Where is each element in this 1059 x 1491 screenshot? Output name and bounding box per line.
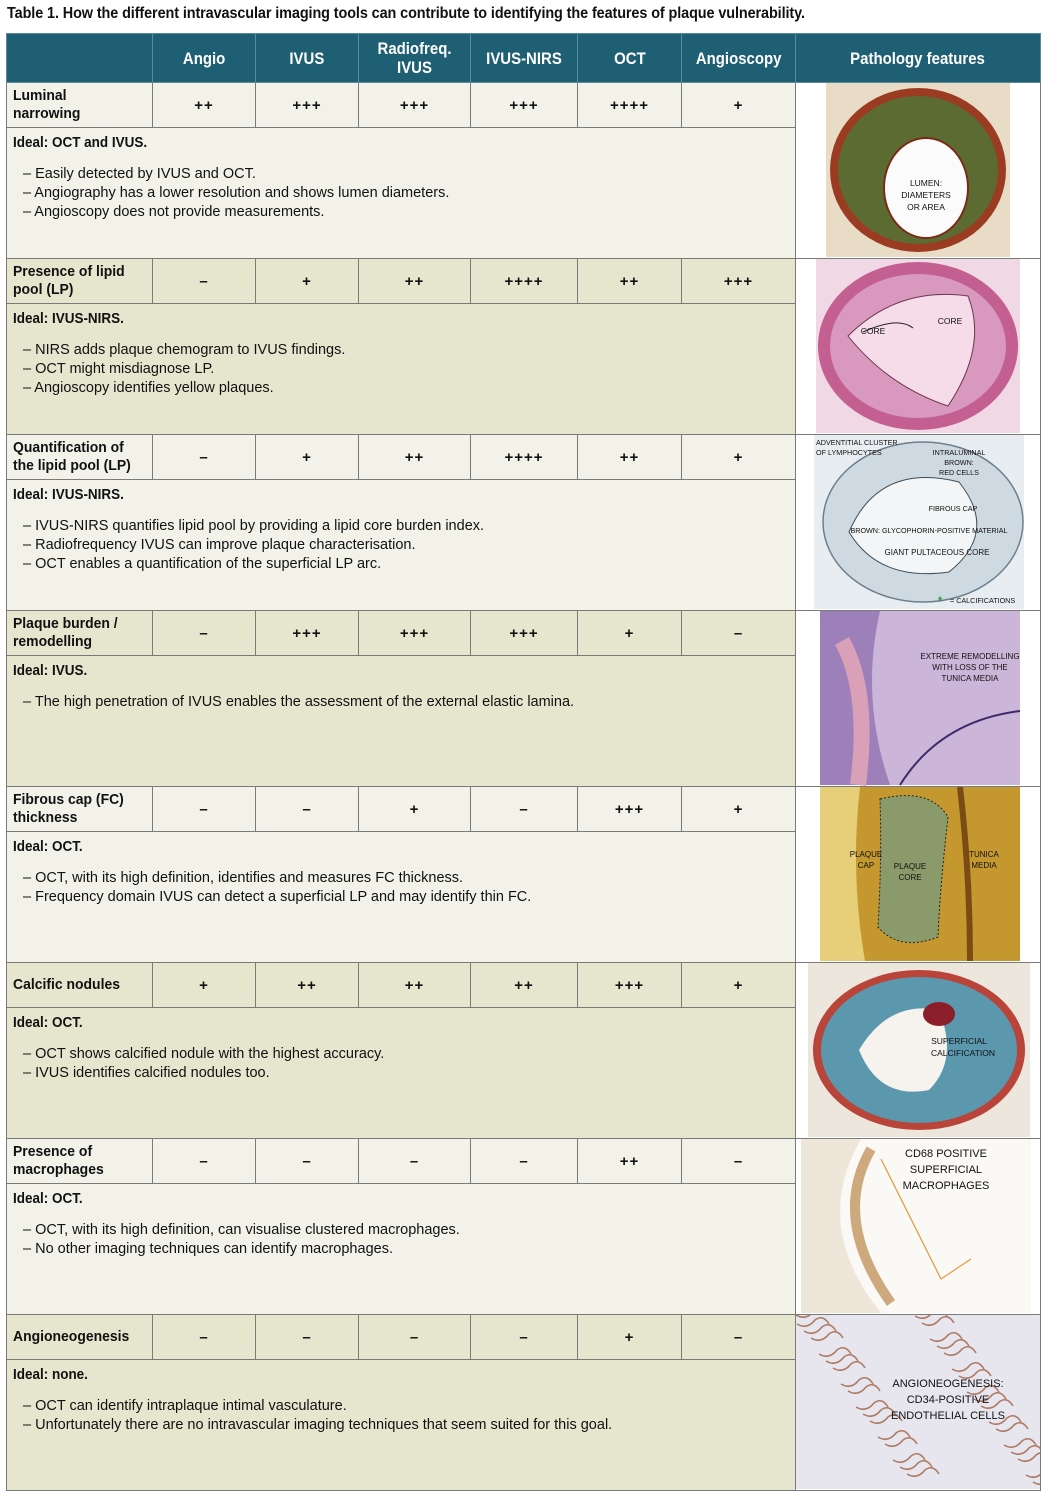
bullet-list bbox=[13, 1221, 789, 1259]
row-description bbox=[7, 656, 796, 787]
image-label: ADVENTITIAL CLUSTER bbox=[816, 438, 898, 447]
bullet-item: – No other imaging techniques can identify macrophages. bbox=[23, 1241, 393, 1257]
score-cell: +++ bbox=[256, 611, 359, 656]
pathology-image bbox=[796, 963, 1041, 1139]
row-label: Fibrous cap (FC) thickness bbox=[7, 787, 153, 832]
image-shape bbox=[884, 138, 968, 238]
score-cell: – bbox=[471, 787, 578, 832]
header-angio: Angio bbox=[153, 34, 256, 83]
pathology-image-figure bbox=[796, 611, 1040, 787]
row-description bbox=[7, 1184, 796, 1315]
image-label: GIANT PULTACEOUS CORE bbox=[884, 548, 990, 557]
image-label: BROWN: GLYCOPHORIN-POSITIVE MATERIAL bbox=[850, 526, 1008, 535]
pathology-image bbox=[796, 787, 1041, 963]
image-label: CD34-POSITIVE bbox=[906, 1394, 990, 1406]
bullet-item: – The high penetration of IVUS enables the assessment of the external elastic lamina. bbox=[23, 694, 575, 710]
image-label: LUMEN: bbox=[909, 178, 943, 188]
table-caption: Table 1. How the different intravascular imaging tools can contribute to identifying the features of plaque vulnerability. bbox=[7, 5, 805, 22]
score-cell: – bbox=[256, 1139, 359, 1184]
row-label: Presence of macrophages bbox=[7, 1139, 153, 1184]
image-label: OF LYMPHOCYTES bbox=[816, 448, 882, 457]
score-cell: + bbox=[359, 787, 471, 832]
score-cell: – bbox=[256, 787, 359, 832]
score-cell: ++++ bbox=[578, 83, 682, 128]
bullet-list bbox=[13, 165, 789, 222]
score-cell: – bbox=[153, 435, 256, 480]
header-row bbox=[7, 34, 1041, 83]
score-cell: +++ bbox=[471, 83, 578, 128]
table-row bbox=[7, 963, 1041, 1008]
score-cell: – bbox=[682, 1315, 796, 1360]
row-description bbox=[7, 1008, 796, 1139]
table-row bbox=[7, 611, 1041, 656]
table-row bbox=[7, 259, 1041, 304]
image-label: TUNICA MEDIA bbox=[941, 674, 999, 683]
image-label: MEDIA bbox=[971, 861, 997, 870]
score-cell: – bbox=[359, 1315, 471, 1360]
image-label: CORE bbox=[898, 873, 922, 882]
image-label: CD68 POSITIVE bbox=[905, 1148, 987, 1160]
image-label: = CALCIFICATIONS bbox=[950, 596, 1016, 605]
row-description bbox=[7, 304, 796, 435]
ideal-text: Ideal: OCT. bbox=[13, 839, 83, 855]
image-label: CAP bbox=[857, 861, 875, 870]
score-cell: + bbox=[682, 787, 796, 832]
image-label: WITH LOSS OF THE bbox=[932, 663, 1008, 672]
score-cell: +++ bbox=[682, 259, 796, 304]
score-cell: + bbox=[153, 963, 256, 1008]
pathology-image bbox=[796, 435, 1041, 611]
score-cell: + bbox=[256, 435, 359, 480]
score-cell: – bbox=[359, 1139, 471, 1184]
image-label: CALCIFICATION bbox=[930, 1048, 996, 1058]
bullet-item: – Angiography has a lower resolution and shows lumen diameters. bbox=[23, 185, 450, 201]
header-ivus-nirs: IVUS-NIRS bbox=[471, 34, 578, 83]
bullet-item: – OCT enables a quantification of the superficial LP arc. bbox=[23, 556, 382, 572]
ideal-text: Ideal: none. bbox=[13, 1367, 88, 1383]
score-cell: ++ bbox=[578, 1139, 682, 1184]
row-label: Quantification of the lipid pool (LP) bbox=[7, 435, 153, 480]
score-cell: +++ bbox=[471, 611, 578, 656]
image-label: TUNICA bbox=[969, 850, 999, 859]
bullet-list bbox=[13, 341, 789, 398]
image-label: INTRALUMINAL bbox=[932, 448, 986, 457]
score-cell: ++ bbox=[578, 259, 682, 304]
ideal-text: Ideal: OCT. bbox=[13, 1191, 83, 1207]
table-row bbox=[7, 435, 1041, 480]
score-cell: – bbox=[471, 1315, 578, 1360]
score-cell: – bbox=[682, 1139, 796, 1184]
row-description bbox=[7, 480, 796, 611]
pathology-image bbox=[796, 1315, 1041, 1491]
score-cell: + bbox=[256, 259, 359, 304]
pathology-image bbox=[796, 1139, 1041, 1315]
row-label: Plaque burden / remodelling bbox=[7, 611, 153, 656]
score-cell: ++ bbox=[359, 435, 471, 480]
header-ivus: IVUS bbox=[256, 34, 359, 83]
bullet-list bbox=[13, 517, 789, 574]
score-cell: +++ bbox=[256, 83, 359, 128]
image-label: SUPERFICIAL bbox=[931, 1036, 987, 1046]
score-cell: + bbox=[682, 83, 796, 128]
bullet-item: – OCT, with its high definition, identifies and measures FC thickness. bbox=[23, 870, 464, 886]
score-cell: +++ bbox=[359, 83, 471, 128]
bullet-list bbox=[13, 1045, 789, 1083]
score-cell: – bbox=[153, 611, 256, 656]
score-cell: + bbox=[578, 1315, 682, 1360]
bullet-item: – OCT shows calcified nodule with the highest accuracy. bbox=[23, 1046, 385, 1062]
score-cell: ++ bbox=[578, 435, 682, 480]
table-row bbox=[7, 787, 1041, 832]
image-label: PLAQUE bbox=[893, 862, 927, 871]
score-cell: +++ bbox=[578, 963, 682, 1008]
ideal-text: Ideal: IVUS-NIRS. bbox=[13, 311, 124, 327]
score-cell: – bbox=[256, 1315, 359, 1360]
image-label: SUPERFICIAL bbox=[909, 1164, 983, 1176]
bullet-item: – Angioscopy identifies yellow plaques. bbox=[23, 380, 274, 396]
score-cell: + bbox=[682, 963, 796, 1008]
row-description bbox=[7, 832, 796, 963]
score-cell: – bbox=[153, 1315, 256, 1360]
image-label: OR AREA bbox=[907, 202, 945, 212]
ideal-text: Ideal: IVUS-NIRS. bbox=[13, 487, 124, 503]
image-label: ANGIONEOGENESIS: bbox=[892, 1378, 1004, 1390]
row-label: Luminal narrowing bbox=[7, 83, 153, 128]
bullet-item: – Angioscopy does not provide measurements. bbox=[23, 204, 325, 220]
score-cell: + bbox=[682, 435, 796, 480]
score-cell: ++ bbox=[359, 963, 471, 1008]
table-row bbox=[7, 1139, 1041, 1184]
bullet-item: – Radiofrequency IVUS can improve plaque characterisation. bbox=[23, 537, 416, 553]
pathology-image bbox=[796, 259, 1041, 435]
row-description bbox=[7, 1360, 796, 1491]
image-label: MACROPHAGES bbox=[902, 1180, 990, 1192]
ideal-text: Ideal: OCT and IVUS. bbox=[13, 135, 148, 151]
image-label: DIAMETERS bbox=[901, 190, 951, 200]
bullet-item: – Frequency domain IVUS can detect a superficial LP and may identify thin FC. bbox=[23, 889, 532, 905]
score-cell: ++ bbox=[359, 259, 471, 304]
score-cell: – bbox=[682, 611, 796, 656]
pathology-image-figure bbox=[796, 83, 1040, 259]
table-row bbox=[7, 1315, 1041, 1360]
row-label: Presence of lipid pool (LP) bbox=[7, 259, 153, 304]
score-cell: – bbox=[471, 1139, 578, 1184]
bullet-item: – Unfortunately there are no intravascular imaging techniques that seem suited for this goal. bbox=[23, 1417, 613, 1433]
score-cell: ++++ bbox=[471, 435, 578, 480]
pathology-image bbox=[796, 83, 1041, 259]
header-blank bbox=[7, 34, 153, 83]
score-cell: ++ bbox=[153, 83, 256, 128]
bullet-item: – IVUS identifies calcified nodules too. bbox=[23, 1065, 270, 1081]
header-oct: OCT bbox=[578, 34, 682, 83]
bullet-list bbox=[13, 869, 789, 907]
image-label: PLAQUE bbox=[849, 850, 883, 859]
table-row bbox=[7, 83, 1041, 128]
bullet-item: – OCT, with its high definition, can visualise clustered macrophages. bbox=[23, 1222, 460, 1238]
image-label: CORE bbox=[860, 326, 886, 336]
header-pathology: Pathology features bbox=[796, 34, 1041, 83]
calcification-asterisk: * bbox=[938, 595, 943, 607]
image-shape bbox=[923, 1002, 955, 1026]
pathology-image-figure bbox=[796, 1139, 1040, 1315]
bullet-item: – IVUS-NIRS quantifies lipid pool by providing a lipid core burden index. bbox=[23, 518, 485, 534]
pathology-image-figure bbox=[796, 787, 1040, 963]
bullet-item: – Easily detected by IVUS and OCT. bbox=[23, 166, 256, 182]
bullet-item: – NIRS adds plaque chemogram to IVUS findings. bbox=[23, 342, 346, 358]
score-cell: +++ bbox=[359, 611, 471, 656]
score-cell: – bbox=[153, 259, 256, 304]
row-label: Angioneogenesis bbox=[7, 1315, 153, 1360]
score-cell: – bbox=[153, 1139, 256, 1184]
header-radiofreq-ivus: Radiofreq. IVUS bbox=[359, 34, 471, 83]
image-label: RED CELLS bbox=[939, 468, 979, 477]
score-cell: ++ bbox=[256, 963, 359, 1008]
image-label: ENDOTHELIAL CELLS bbox=[891, 1410, 1005, 1422]
score-cell: – bbox=[153, 787, 256, 832]
imaging-table bbox=[6, 33, 1041, 1491]
row-description bbox=[7, 128, 796, 259]
bullet-item: – OCT can identify intraplaque intimal vasculature. bbox=[23, 1398, 347, 1414]
score-cell: + bbox=[578, 611, 682, 656]
score-cell: +++ bbox=[578, 787, 682, 832]
score-cell: ++ bbox=[471, 963, 578, 1008]
pathology-image bbox=[796, 611, 1041, 787]
pathology-image-figure bbox=[796, 435, 1040, 611]
row-label: Calcific nodules bbox=[7, 963, 153, 1008]
header-angioscopy: Angioscopy bbox=[682, 34, 796, 83]
image-label: BROWN: bbox=[944, 458, 974, 467]
bullet-list bbox=[13, 1397, 789, 1435]
score-cell: ++++ bbox=[471, 259, 578, 304]
image-label: CORE bbox=[937, 316, 963, 326]
bullet-list bbox=[13, 693, 789, 712]
image-label: FIBROUS CAP bbox=[928, 504, 978, 513]
pathology-image-figure bbox=[796, 1315, 1040, 1491]
ideal-text: Ideal: OCT. bbox=[13, 1015, 83, 1031]
pathology-image-figure bbox=[796, 963, 1040, 1139]
ideal-text: Ideal: IVUS. bbox=[13, 663, 88, 679]
pathology-image-figure bbox=[796, 259, 1040, 435]
image-label: EXTREME REMODELLING bbox=[920, 652, 1020, 661]
bullet-item: – OCT might misdiagnose LP. bbox=[23, 361, 215, 377]
